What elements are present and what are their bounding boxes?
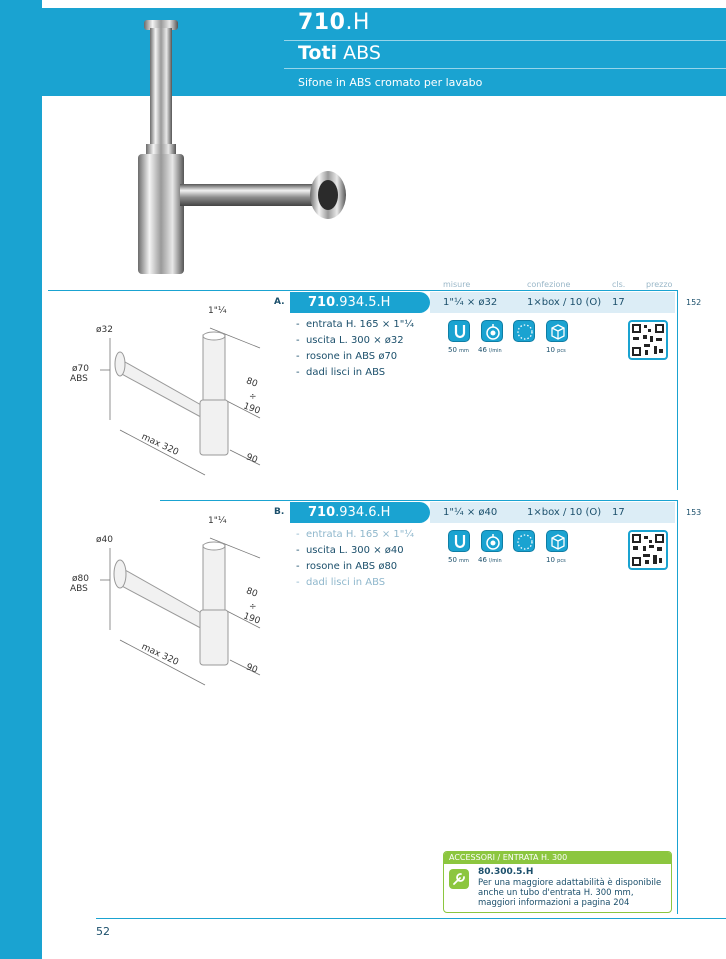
column-label-prezzo: prezzo	[646, 280, 673, 289]
drawing-a-height-bottom: 190	[241, 401, 262, 417]
product-description: Sifone in ABS cromato per lavabo	[298, 76, 483, 89]
accessory-text: Per una maggiore adattabilità è disponibile anche un tubo d'entrata H. 300 mm, maggiori informazioni a pagina 204	[478, 878, 662, 908]
variant-b-code	[290, 502, 430, 523]
eu-stars-icon	[513, 320, 535, 342]
variant-a-code-rest: .934.5.H	[335, 295, 391, 310]
product-code-main: 710	[298, 10, 346, 35]
variant-a-specs	[296, 317, 414, 381]
variant-b-page-ref: 153	[686, 508, 702, 517]
box-icon	[546, 530, 568, 552]
column-label-confezione: confezione	[527, 280, 571, 289]
trap-caption: 50 mm	[448, 346, 469, 354]
drawing-b-rosette-material: ABS	[70, 584, 88, 594]
section-a-top-rule	[48, 290, 678, 291]
variant-a-misure: 1"¼ × ø32	[443, 297, 498, 308]
box-caption: 10 pcs	[546, 556, 566, 564]
variant-a-page-ref: 152	[686, 298, 702, 307]
drawing-b-height-bottom: 190	[241, 611, 262, 627]
wrench-icon	[449, 869, 469, 889]
spec-item: - rosone in ABS ø70	[296, 351, 398, 362]
variant-b-confezione: 1×box / 10 (O)	[527, 507, 602, 518]
drawing-a-height-top: 80	[244, 376, 259, 390]
spec-item: - uscita L. 300 × ø32	[296, 335, 404, 346]
page-number: 52	[96, 925, 110, 938]
qr-code-icon[interactable]	[628, 320, 668, 360]
drawing-b-inlet: 1"¼	[208, 516, 227, 526]
spec-item: - dadi lisci in ABS	[296, 367, 386, 378]
trap-icon	[448, 320, 470, 342]
footer-rule	[96, 918, 726, 919]
eu-stars-icon	[513, 530, 535, 552]
technical-drawing-b	[60, 510, 270, 695]
series-material: ABS	[337, 42, 381, 64]
section-b-top-rule	[160, 500, 678, 501]
drawing-b-pipe-diameter: ø40	[96, 535, 113, 545]
drawing-b-tail: 90	[244, 662, 259, 676]
drawing-a-height-sep: ÷	[249, 392, 257, 402]
variant-b-letter: B.	[274, 507, 285, 517]
spec-item: - uscita L. 300 × ø40	[296, 545, 404, 556]
trap-caption: 50 mm	[448, 556, 469, 564]
section-b-right-rule	[677, 500, 678, 914]
spec-item: - dadi lisci in ABS	[296, 577, 386, 588]
variant-b-code-main: 710	[308, 505, 336, 520]
drawing-a-pipe-diameter: ø32	[96, 325, 113, 335]
variant-a-code	[290, 292, 430, 313]
flow-caption: 46 l/min	[478, 346, 502, 354]
trap-icon	[448, 530, 470, 552]
drawing-b-length: max 320	[139, 642, 180, 668]
variant-b-misure: 1"¼ × ø40	[443, 507, 498, 518]
technical-drawing-a	[60, 300, 270, 485]
drawing-a-length: max 320	[139, 432, 180, 458]
variant-a-cls: 17	[612, 297, 625, 308]
variant-b-specs	[296, 527, 414, 591]
flow-caption: 46 l/min	[478, 556, 502, 564]
drawing-b-rosette: ø80	[72, 574, 89, 584]
box-caption: 10 pcs	[546, 346, 566, 354]
variant-a-code-main: 710	[308, 295, 336, 310]
accessory-code: 80.300.5.H	[478, 867, 534, 877]
section-a-right-rule	[677, 290, 678, 490]
variant-a-letter: A.	[274, 297, 285, 307]
flow-icon	[481, 320, 503, 342]
drawing-a-inlet: 1"¼	[208, 306, 227, 316]
variant-a-confezione: 1×box / 10 (O)	[527, 297, 602, 308]
series-name: Toti	[298, 42, 338, 64]
product-photo	[130, 18, 360, 280]
spec-item: - entrata H. 165 × 1"¼	[296, 529, 415, 540]
drawing-a-rosette: ø70	[72, 364, 89, 374]
variant-b-cls: 17	[612, 507, 625, 518]
drawing-a-rosette-material: ABS	[70, 374, 88, 384]
accessory-box	[443, 851, 672, 913]
drawing-b-height-top: 80	[244, 586, 259, 600]
spec-item: - rosone in ABS ø80	[296, 561, 398, 572]
variant-b-code-rest: .934.6.H	[335, 505, 391, 520]
column-label-misure: misure	[443, 280, 471, 289]
drawing-a-tail: 90	[244, 452, 259, 466]
box-icon	[546, 320, 568, 342]
column-label-cls: cls.	[612, 280, 626, 289]
product-code-suffix: .H	[345, 10, 370, 35]
side-color-bar	[0, 0, 42, 959]
spec-item: - entrata H. 165 × 1"¼	[296, 319, 415, 330]
accessory-heading: ACCESSORI / ENTRATA H. 300	[444, 852, 671, 864]
qr-code-icon[interactable]	[628, 530, 668, 570]
drawing-b-height-sep: ÷	[249, 602, 257, 612]
flow-icon	[481, 530, 503, 552]
